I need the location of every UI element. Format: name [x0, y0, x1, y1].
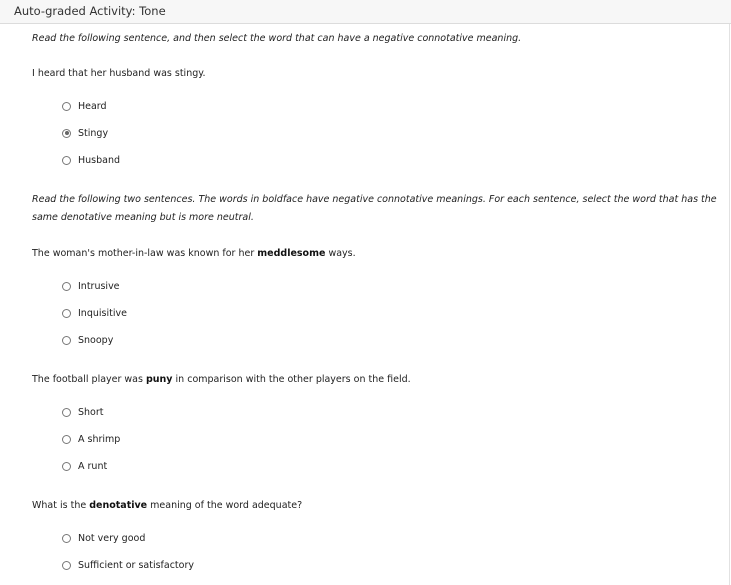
bold-word: puny	[145, 374, 173, 385]
q3-option-not-very-good[interactable]	[62, 531, 145, 545]
q2a-sentence	[32, 248, 356, 259]
radio-button[interactable]	[62, 408, 71, 417]
question-text: meaning of the word adequate?	[147, 500, 303, 511]
bold-word: meddlesome	[257, 248, 326, 259]
q2b-option-a-shrimp[interactable]	[62, 432, 120, 446]
option-label: Short	[78, 406, 104, 418]
activity-title: Auto-graded Activity: Tone	[14, 4, 166, 18]
radio-button[interactable]	[62, 156, 71, 165]
radio-button[interactable]	[62, 435, 71, 444]
radio-button[interactable]	[62, 534, 71, 543]
q1-option-heard[interactable]	[62, 99, 107, 113]
q3-question	[32, 500, 302, 511]
radio-button[interactable]	[62, 561, 71, 570]
option-label: Not very good	[78, 532, 146, 544]
radio-button-selected[interactable]	[62, 129, 71, 138]
activity-header	[0, 0, 731, 24]
q2a-option-snoopy[interactable]	[62, 333, 113, 347]
q2b-option-a-runt[interactable]	[62, 459, 107, 473]
q2a-option-inquisitive[interactable]	[62, 306, 127, 320]
q2b-option-short[interactable]	[62, 405, 104, 419]
option-label: Inquisitive	[78, 307, 127, 319]
q2b-sentence	[32, 374, 411, 385]
q1-option-husband[interactable]	[62, 153, 120, 167]
option-label: Intrusive	[78, 280, 120, 292]
option-label: Sufficient or satisfactory	[78, 559, 194, 571]
radio-button[interactable]	[62, 336, 71, 345]
radio-button[interactable]	[62, 102, 71, 111]
option-label: A runt	[78, 460, 108, 472]
sentence-text: ways.	[325, 248, 356, 259]
option-label: A shrimp	[78, 433, 121, 445]
q1-option-stingy[interactable]	[62, 126, 108, 140]
radio-button[interactable]	[62, 309, 71, 318]
sentence-text: The football player was	[32, 374, 146, 385]
sentence-text: The woman's mother-in-law was known for her	[32, 248, 258, 259]
option-label: Snoopy	[78, 334, 114, 346]
question-text: What is the	[32, 500, 90, 511]
sentence-text: in comparison with the other players on the field.	[172, 374, 411, 385]
q2a-option-intrusive[interactable]	[62, 279, 120, 293]
radio-button[interactable]	[62, 282, 71, 291]
q1-sentence: I heard that her husband was stingy.	[32, 68, 206, 79]
radio-button[interactable]	[62, 462, 71, 471]
bold-word: denotative	[89, 500, 148, 511]
option-label: Husband	[78, 154, 121, 166]
option-label: Heard	[78, 100, 107, 112]
q2-instruction: Read the following two sentences. The words in boldface have negative connotative meanings. For each sentence, select the word that has the same denotative meaning but is more neutral.	[32, 194, 717, 223]
option-label: Stingy	[78, 127, 109, 139]
q3-option-sufficient[interactable]	[62, 558, 194, 572]
q1-instruction: Read the following sentence, and then select the word that can have a negative connotative meaning.	[32, 33, 522, 44]
